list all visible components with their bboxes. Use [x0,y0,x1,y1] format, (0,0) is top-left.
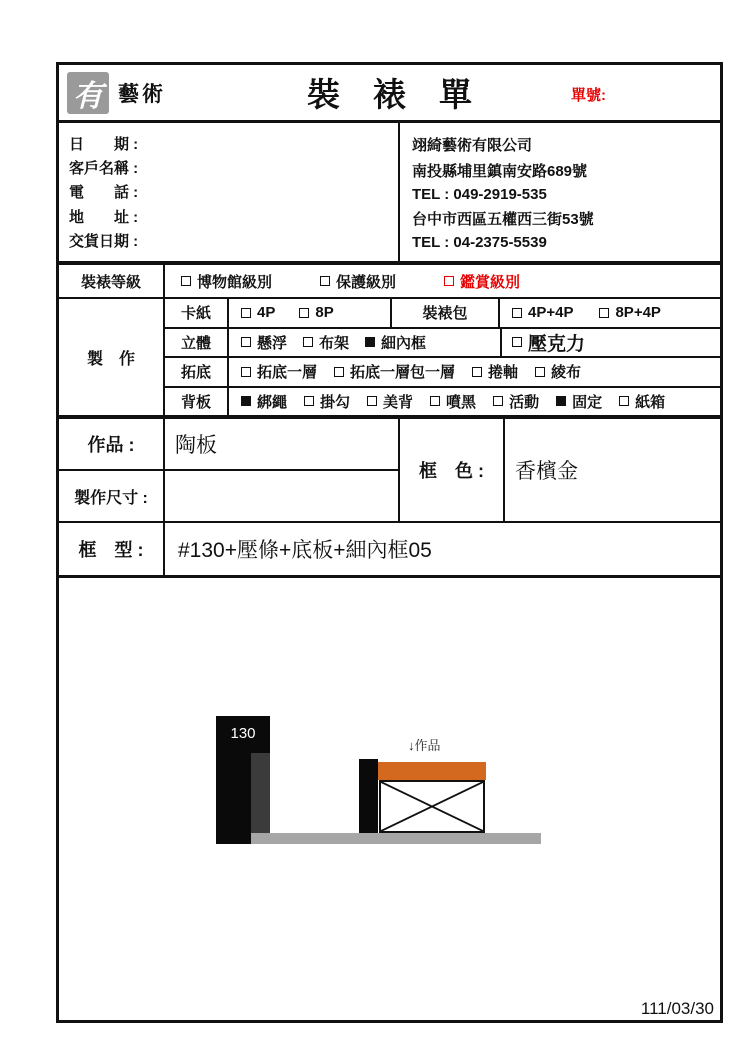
company-address-2: 台中市西區五權西三街53號 [412,210,594,228]
logo-text: 藝術 [118,81,166,106]
frame-color-cell [400,419,720,521]
inner-frame-bar [359,759,378,833]
acrylic-cell [502,329,720,357]
customer-name-field-label: 客戶名稱 : [69,160,139,178]
grade-options [165,265,720,297]
backing-option-silk [535,361,581,382]
checkbox-label: 綾布 [551,364,582,382]
frame-color-label: 框 色 : [400,419,505,521]
checkbox-label: 拓底一層 [257,364,318,382]
checkbox-icon [365,337,375,347]
backing-option-one-layer [241,361,317,382]
seal-character: 有 [73,79,103,113]
grade-row [59,265,720,299]
phone-field-label: 電 話 : [69,184,139,202]
date-field-label: 日 期 : [69,135,139,153]
card-options [229,299,392,327]
checkbox-label: 壓克力 [528,333,586,355]
checkbox-label: 美背 [383,393,414,411]
checkbox-icon [320,276,330,286]
checkbox-label: 4P [257,304,276,322]
checkbox-label: 掛勾 [320,393,351,411]
grade-option-protection [320,271,396,292]
production-row-backing [165,358,720,388]
checkbox-icon [334,367,344,377]
backboard-option-removable [493,391,539,412]
artwork-slab [378,762,486,780]
checkbox-icon [444,276,454,286]
backboard-option-spray-black [430,391,476,412]
checkbox-label: 布架 [319,334,350,352]
production-row-card [165,299,720,329]
backboard-option-hook [304,391,350,412]
checkbox-label: 捲軸 [488,364,519,382]
delivery-date-field-label: 交貨日期 : [69,233,139,251]
order-number-label: 單號: [571,87,606,104]
artwork-label: 作品 : [59,419,165,469]
checkbox-icon [181,276,191,286]
grade-option-museum [181,271,272,292]
form-header [59,65,720,123]
artwork-left [59,419,400,521]
address-field-label: 地 址 : [69,208,139,226]
solid-row-label: 立體 [165,329,229,357]
info-section [59,123,720,265]
checkbox-icon [241,308,251,318]
frame-type-value: #130+壓條+底板+細內框05 [178,539,432,562]
customer-fields [59,123,400,261]
checkbox-label: 8P+4P [615,304,661,322]
checkbox-icon [304,396,314,406]
card-option-4p [241,304,275,321]
card-row-label: 卡紙 [165,299,229,327]
frame-moulding-number: 130 [230,725,256,742]
company-address-1: 南投縣埔里鎮南安路689號 [412,162,588,180]
grade-row-label: 裝裱等級 [59,265,165,297]
order-form-sheet [56,62,723,1023]
checkbox-icon [512,308,522,318]
acrylic-option [512,329,585,356]
backboard-option-finished-back [367,391,413,412]
card-option-8p [299,304,333,321]
production-section [59,299,720,419]
backboard-option-rope [241,391,287,412]
size-row [59,471,398,521]
backboard-options [229,388,720,416]
cross-braced-box [379,780,485,833]
x-brace-icon [381,782,483,831]
form-title: 裝 裱 單 [307,76,472,113]
production-row-solid [165,329,720,359]
checkbox-icon [303,337,313,347]
solid-option-floating [241,332,287,353]
checkbox-label: 保護級別 [336,273,397,291]
artwork-value: 陶板 [175,434,217,457]
checkbox-label: 活動 [509,393,540,411]
checkbox-icon [535,367,545,377]
base-board-bar [251,833,541,844]
backboard-option-carton [619,391,665,412]
checkbox-label: 8P [315,304,334,322]
company-name: 翊綺藝術有限公司 [412,136,533,154]
pack-label-cell: 裝裱包 [392,299,500,327]
checkbox-icon [367,396,377,406]
checkbox-icon [472,367,482,377]
size-label: 製作尺寸 : [59,471,165,521]
checkbox-label: 固定 [572,393,603,411]
frame-type-row [59,523,720,578]
backing-options [229,358,720,386]
solid-option-thin-inner-frame [365,332,426,353]
grade-option-appreciation [444,271,520,292]
checkbox-icon [299,308,309,318]
backing-option-scroll [472,361,518,382]
size-value [165,471,398,521]
pack-option-8p4p [599,304,660,321]
company-tel-1: TEL : 049-2919-535 [412,185,547,203]
production-row-backboard [165,388,720,416]
backing-row-label: 拓底 [165,358,229,386]
checkbox-icon [241,337,251,347]
checkbox-icon [430,396,440,406]
production-label: 製 作 [59,299,165,415]
pressure-strip-bar [251,753,270,833]
form-date: 111/03/30 [640,999,714,1018]
backing-option-one-layer-wrapped [334,361,455,382]
frame-type-label: 框 型 : [59,523,165,575]
checkbox-label: 4P+4P [528,304,574,322]
checkbox-label: 懸浮 [257,334,288,352]
checkbox-icon [619,396,629,406]
checkbox-icon [241,396,251,406]
artwork-row [59,419,398,471]
checkbox-icon [512,337,522,347]
checkbox-label: 博物館級別 [197,273,273,291]
company-info [400,123,720,261]
checkbox-label: 細內框 [381,334,427,352]
production-rows [165,299,720,415]
checkbox-icon [556,396,566,406]
checkbox-icon [493,396,503,406]
solid-option-cloth-frame [303,332,349,353]
artwork-pointer-label: ↓作品 [408,738,441,753]
checkbox-label: 鑑賞級別 [460,273,521,291]
company-tel-2: TEL : 04-2375-5539 [412,233,547,251]
checkbox-label: 紙箱 [635,393,666,411]
solid-options [229,329,502,357]
backboard-row-label: 背板 [165,388,229,416]
artwork-section [59,419,720,523]
pack-option-4p4p [512,304,573,321]
checkbox-label: 拓底一層包一層 [350,364,456,382]
diagram-area [59,578,720,1020]
checkbox-label: 綁繩 [257,393,288,411]
backboard-option-fixed [556,391,602,412]
checkbox-label: 噴黑 [446,393,477,411]
checkbox-icon [599,308,609,318]
pack-options [500,299,720,327]
frame-color-value: 香檳金 [515,460,578,483]
checkbox-icon [241,367,251,377]
